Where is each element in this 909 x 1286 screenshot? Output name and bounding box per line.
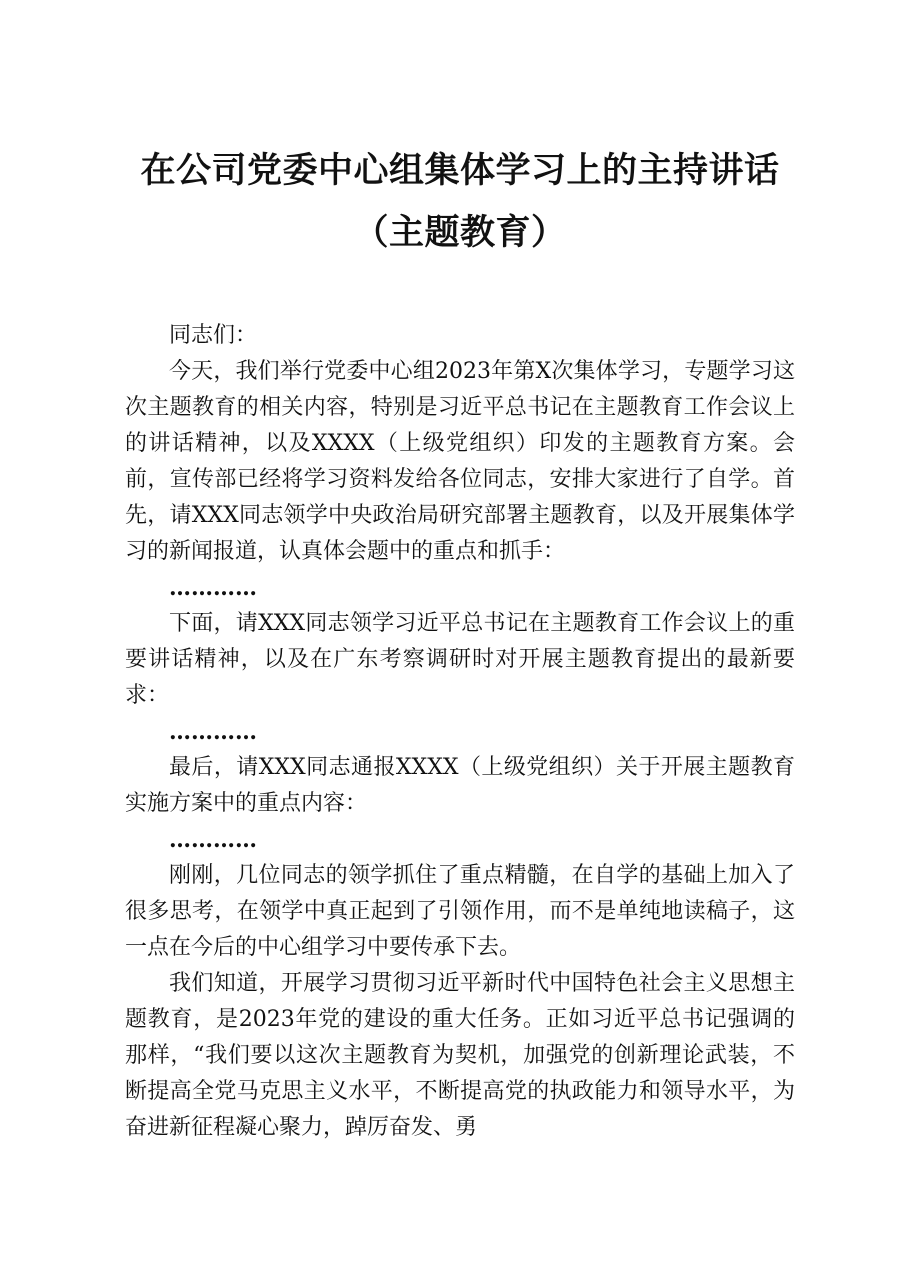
salutation: 同志们： — [169, 323, 258, 348]
paragraph-final-reading: 最后，请XXX同志通报XXXX（上级党组织）关于开展主题教育实施方案中的重点内容： — [125, 755, 795, 816]
paragraph-summary: 刚刚，几位同志的领学抓住了重点精髓，在自学的基础上加入了很多思考，在领学中真正起到了引领作用，而不是单纯地读稿子，这一点在今后的中心组学习中要传承下去。 — [125, 863, 795, 960]
paragraph-significance: 我们知道，开展学习贯彻习近平新时代中国特色社会主义思想主题教育，是2023年党的建设的重大任务。正如习近平总书记强调的那样，“我们要以这次主题教育为契机，加强党的创新理论武装，不断提高全党马克思主义水平，不断提高党的执政能力和领导水平，为奋进新征程凝心聚力，踔厉奋发、勇 — [125, 971, 795, 1140]
ellipsis-1: ………… — [169, 575, 257, 601]
ellipsis-3: ………… — [169, 827, 257, 853]
document-title: 在公司党委中心组集体学习上的主持讲话（主题教育） — [140, 151, 780, 253]
document-body — [125, 318, 795, 1146]
paragraph-intro: 今天，我们举行党委中心组2023年第X次集体学习，专题学习这次主题教育的相关内容，特别是习近平总书记在主题教育工作会议上的讲话精神，以及XXXX（上级党组织）印发的主题教育方案。会前，宣传部已经将学习资料发给各位同志，安排大家进行了自学。首先，请XXX同志领学中央政治局研究部署主题教育，以及开展集体学习的新闻报道，认真体会题中的重点和抓手： — [125, 359, 795, 564]
ellipsis-2: ………… — [169, 719, 257, 745]
paragraph-second-reading: 下面，请XXX同志领学习近平总书记在主题教育工作会议上的重要讲话精神，以及在广东考察调研时对开展主题教育提出的最新要求： — [125, 611, 795, 708]
